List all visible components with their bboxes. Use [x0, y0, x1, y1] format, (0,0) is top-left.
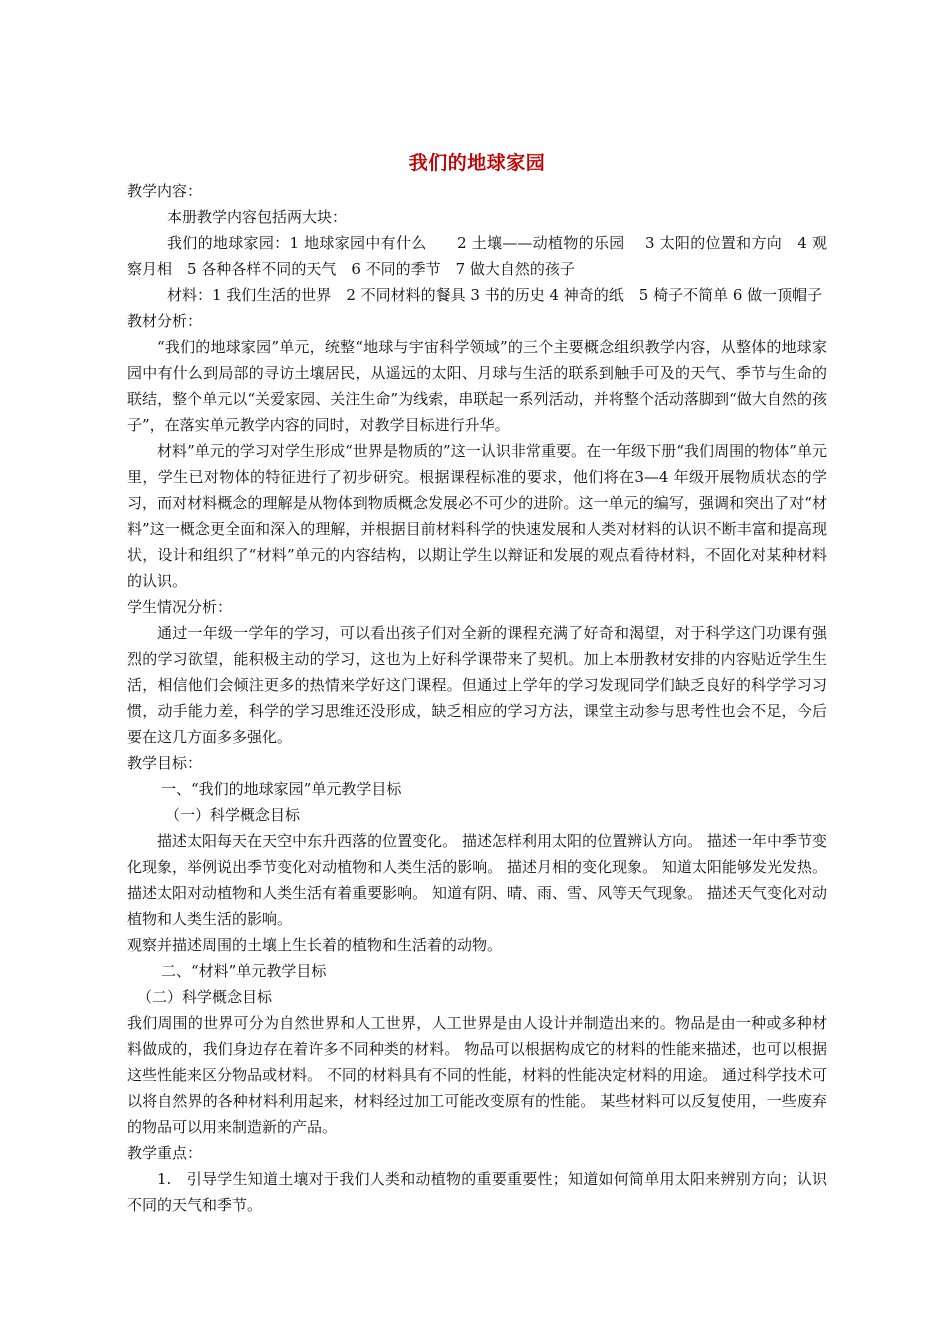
section-heading-goals: 教学目标：	[127, 754, 203, 772]
key-point-1: 1. 引导学生知道土壤对于我们人类和动植物的重要重要性；知道如何简单用太阳来辨别方向；认识不同的天气和季节。	[127, 1170, 827, 1214]
section-heading-analysis: 教材分析：	[127, 312, 203, 330]
section-heading-students: 学生情况分析：	[127, 598, 233, 616]
analysis-paragraph-2: 材料”单元的学习对学生形成“世界是物质的”这一认识非常重要。在一年级下册“我们周围的物体”单元里，学生已对物体的特征进行了初步研究。根据课程标准的要求，他们将在3—4 年级开展物质状态的学习，而对材料概念的理解是从物体到物质概念发展必不可少的进阶。这一单元的编写，强调和突出了对“材料”这一概念更全面和深入的理解，并根据目前材料科学的快速发展和人类对材料的认识不断丰富和提高现状，设计和组织了“材料”单元的内容结构，以期让学生以辩证和发展的观点看待材料，不固化对某种材料的认识。	[127, 442, 827, 590]
section-heading-key-points: 教学重点：	[127, 1144, 203, 1162]
content-unit-materials: 材料：1 我们生活的世界 2 不同材料的餐具 3 书的历史 4 神奇的纸 5 椅子不简单 6 做一顶帽子	[167, 286, 823, 304]
students-paragraph: 通过一年级一学年的学习，可以看出孩子们对全新的课程充满了好奇和渴望，对于科学这门功课有强烈的学习欲望，能积极主动的学习，这也为上好科学课带来了契机。加上本册教材安排的内容贴近学生生活，相信他们会倾注更多的热情来学好这门课程。但通过上学年的学习发现同学们缺乏良好的科学学习习惯，动手能力差，科学的学习思维还没形成，缺乏相应的学习方法，课堂主动参与思考性也会不足，今后要在这几方面多多强化。	[127, 624, 827, 746]
goal-unit1-subtitle: （一）科学概念目标	[165, 806, 301, 824]
analysis-paragraph-1: “我们的地球家园”单元，统整“地球与宇宙科学领域”的三个主要概念组织教学内容，从整体的地球家园中有什么到局部的寻访土壤居民，从遥远的太阳、月球与生活的联系到触手可及的天气、季节与生命的联结，整个单元以“关爱家园、关注生命”为线索，串联起一系列活动，并将整个活动落脚到“做大自然的孩子”，在落实单元教学内容的同时，对教学目标进行升华。	[127, 338, 827, 434]
goal-unit2-title: 二、“材料”单元教学目标	[161, 962, 327, 980]
goal-unit1-text2: 观察并描述周围的土壤上生长着的植物和生活着的动物。	[127, 936, 503, 954]
content-unit-earth: 我们的地球家园：1 地球家园中有什么 2 土壤——动植物的乐园 3 太阳的位置和方向 4 观察月相 5 各种各样不同的天气 6 不同的季节 7 做大自然的孩子	[127, 234, 827, 278]
document-title: 我们的地球家园	[408, 152, 546, 174]
goal-unit1-text: 描述太阳每天在天空中东升西落的位置变化。 描述怎样利用太阳的位置辨认方向。 描述一年中季节变化现象，举例说出季节变化对动植物和人类生活的影响。 描述月相的变化现象。 知道太阳能够发光发热。 描述太阳对动植物和人类生活有着重要影响。 知道有阴、晴、雨、雪、风等天气现象。 描述天气变化对动植物和人类生活的影响。	[127, 832, 827, 928]
content-intro: 本册教学内容包括两大块：	[167, 208, 348, 226]
goal-unit2-subtitle: （二）科学概念目标	[137, 988, 273, 1006]
section-heading-content: 教学内容：	[127, 182, 203, 200]
goal-unit2-text: 我们周围的世界可分为自然世界和人工世界，人工世界是由人设计并制造出来的。物品是由一种或多种材料做成的，我们身边存在着许多不同种类的材料。 物品可以根据构成它的材料的性能来描述，也可以根据这些性能来区分物品或材料。 不同的材料具有不同的性能，材料的性能决定材料的用途。 通过科学技术可以将自然界的各种材料利用起来，材料经过加工可能改变原有的性能。 某些材料可以反复使用，一些废弃的物品可以用来制造新的产品。	[127, 1014, 827, 1136]
goal-unit1-title: 一、“我们的地球家园”单元教学目标	[161, 780, 402, 798]
document-body	[127, 150, 827, 1218]
